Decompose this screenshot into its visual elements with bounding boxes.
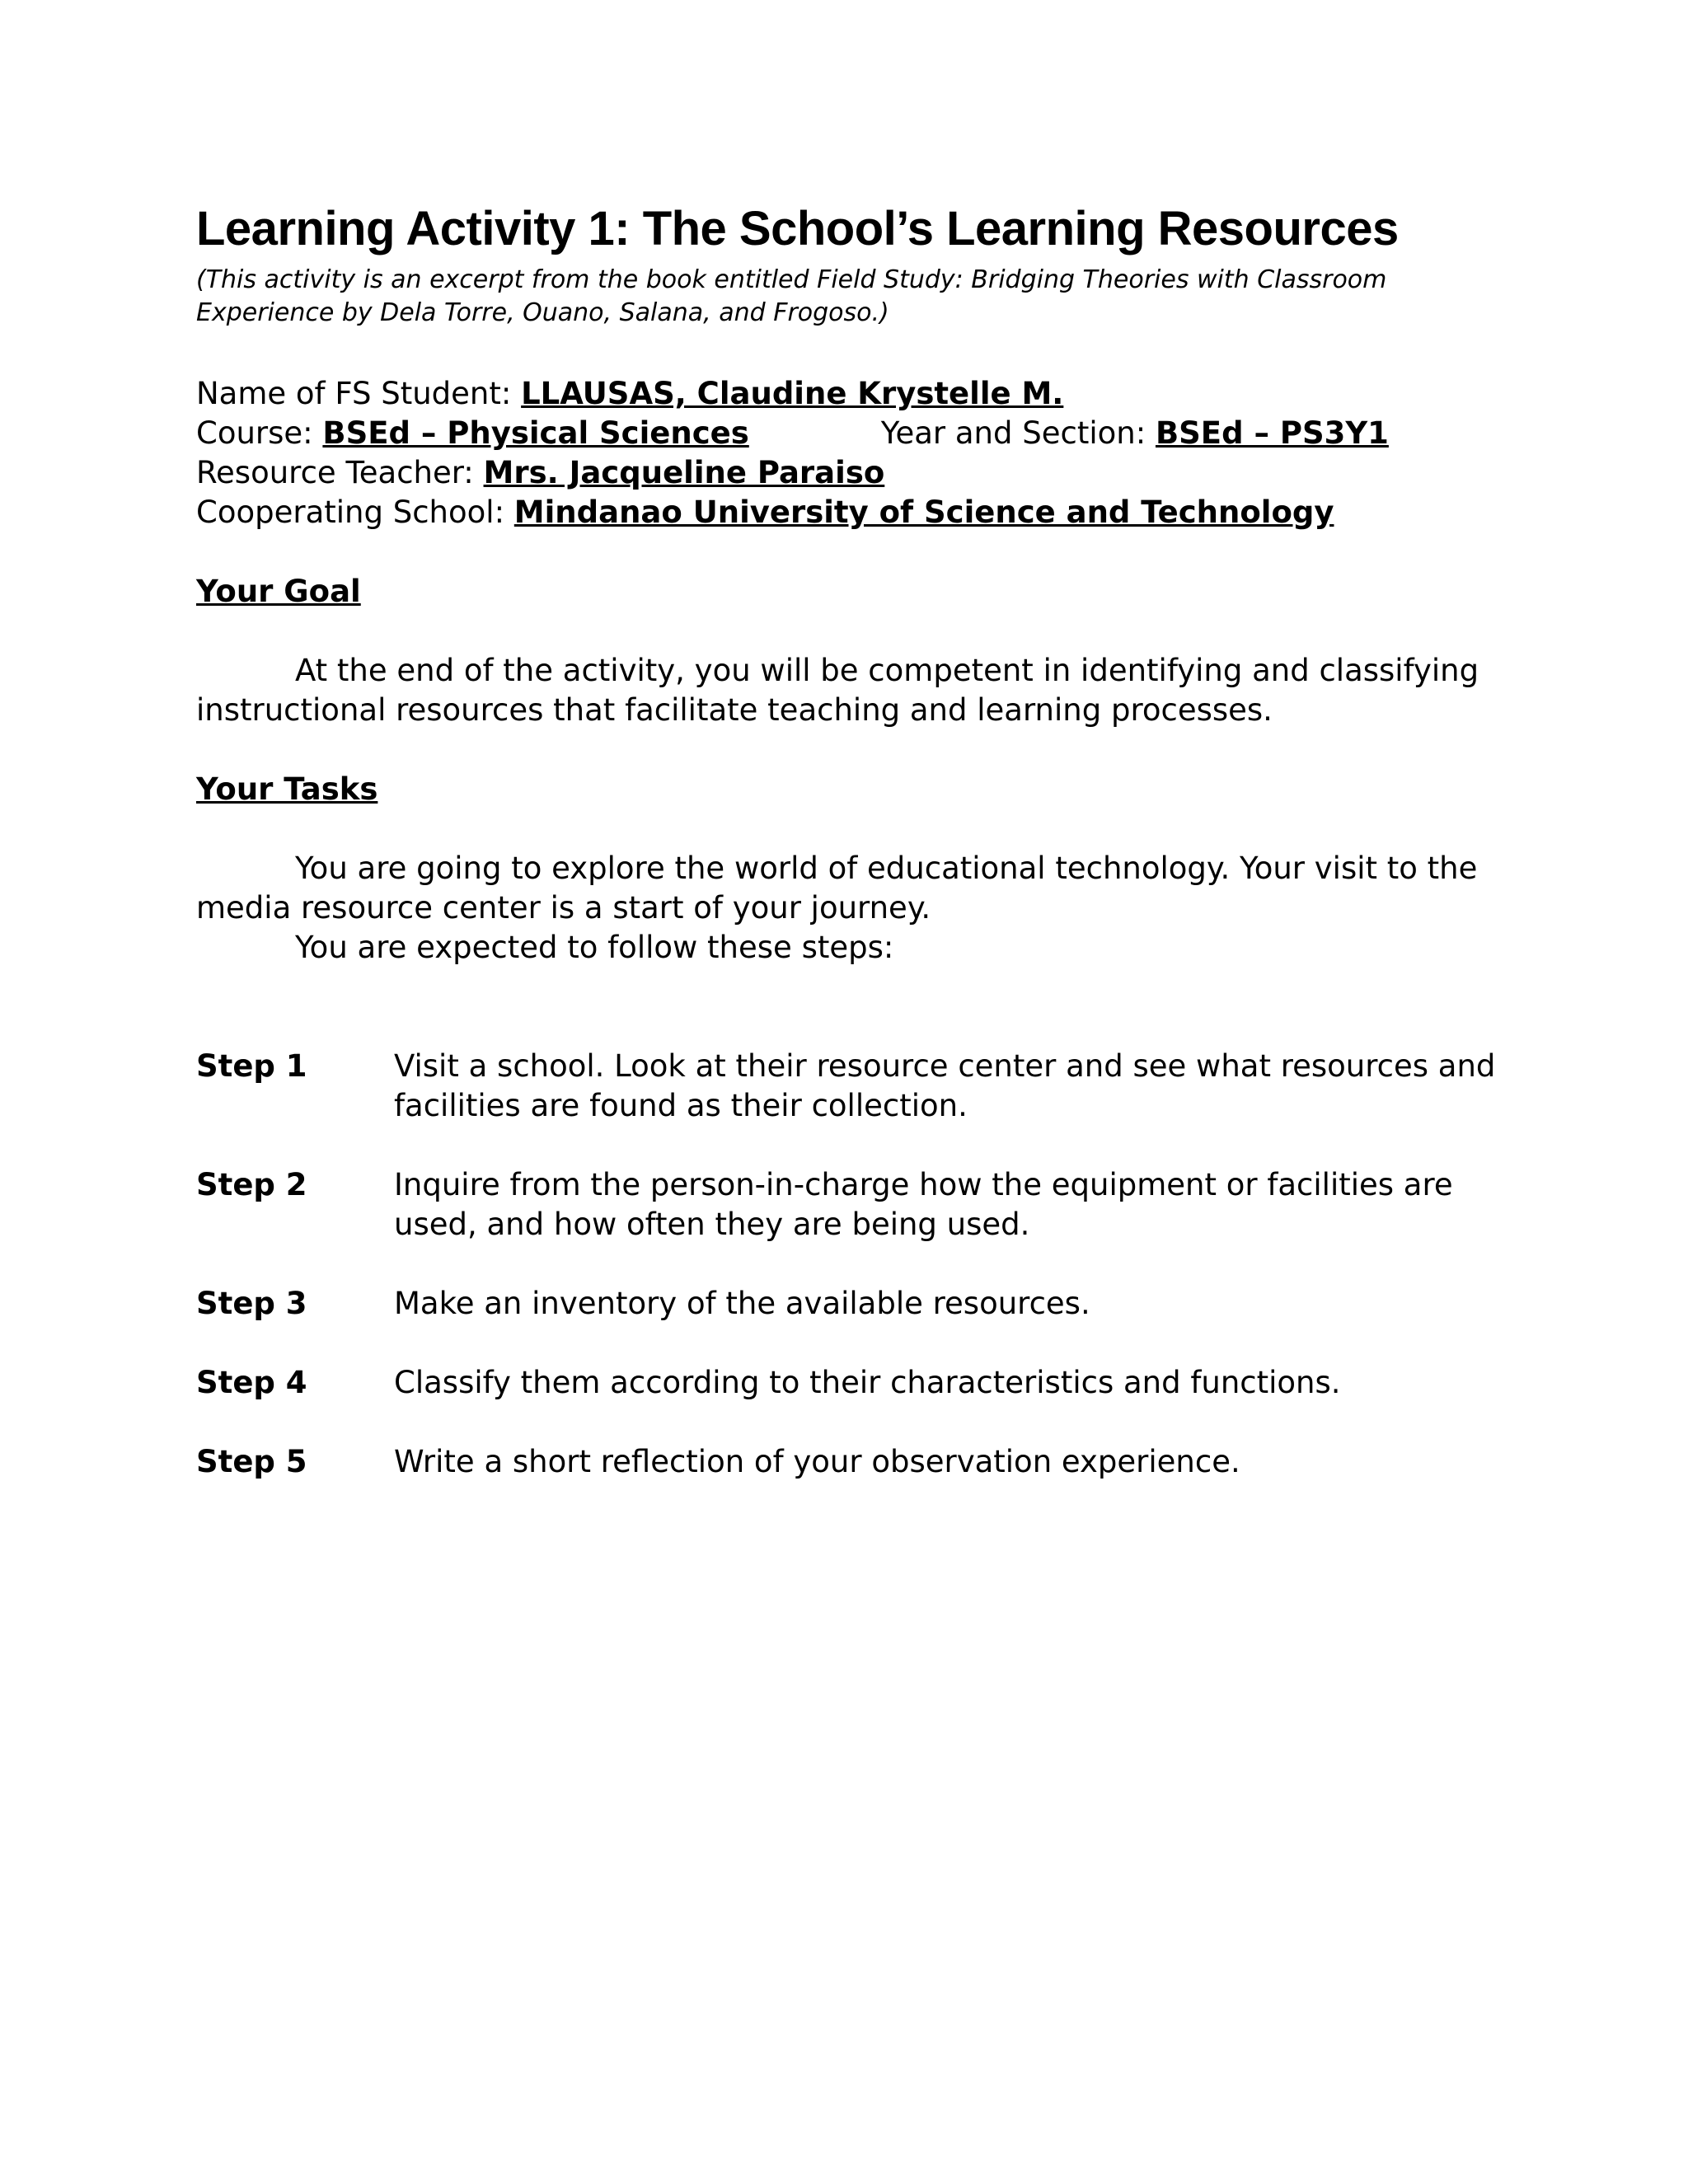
student-info [196,374,1498,532]
step-text: Inquire from the person-in-charge how the equipment or facilities are used, and how often they are being used. [394,1167,1453,1242]
document-page [196,198,1498,1521]
student-name-line [196,374,1498,414]
step-text: Write a short reflection of your observation experience. [394,1444,1240,1479]
page-title: Learning Activity 1: The School’s Learning Resources [196,202,1399,255]
course-line [196,414,1498,453]
step-label: Step 1 [196,1048,307,1084]
student-name-value: LLAUSAS, Claudine Krystelle M. [521,376,1064,411]
step-label: Step 2 [196,1167,307,1202]
cooperating-school-value: Mindanao University of Science and Technology [513,494,1334,530]
tasks-heading: Your Tasks [196,771,378,807]
student-name-label: Name of FS Student: [196,376,522,411]
course-value: BSEd – Physical Sciences [322,415,749,451]
tasks-instruction: You are expected to follow these steps: [295,930,894,965]
step-label: Step 3 [196,1286,307,1321]
goal-heading: Your Goal [196,574,361,609]
step-item [196,1442,1498,1482]
course-label: Course: [196,415,323,451]
step-text: Classify them according to their characteristics and functions. [394,1365,1341,1400]
steps-list [196,1047,1498,1482]
teacher-line [196,453,1498,493]
step-text: Make an inventory of the available resources. [394,1286,1090,1321]
goal-text: At the end of the activity, you will be competent in identifying and classifying instructional resources that facilitate teaching and learning processes. [196,653,1479,728]
cooperating-school-label: Cooperating School: [196,494,514,530]
step-item [196,1363,1498,1403]
year-section-value: BSEd – PS3Y1 [1155,415,1389,451]
step-text: Visit a school. Look at their resource center and see what resources and facilities are found as their collection. [394,1048,1496,1123]
step-item [196,1047,1498,1126]
step-item [196,1165,1498,1244]
school-line [196,493,1498,532]
step-label: Step 5 [196,1444,307,1479]
step-label: Step 4 [196,1365,307,1400]
resource-teacher-label: Resource Teacher: [196,455,484,490]
tasks-text: You are going to explore the world of educational technology. Your visit to the media resource center is a start of your journey. [196,851,1478,926]
year-section-label: Year and Section: [880,415,1156,451]
step-item [196,1284,1498,1324]
excerpt-note: (This activity is an excerpt from the book entitled Field Study: Bridging Theories with Classroom Experience by Dela Torre, Ouano, Salana, and Frogoso.) [196,265,1387,327]
resource-teacher-value: Mrs. Jacqueline Paraiso [483,455,885,490]
